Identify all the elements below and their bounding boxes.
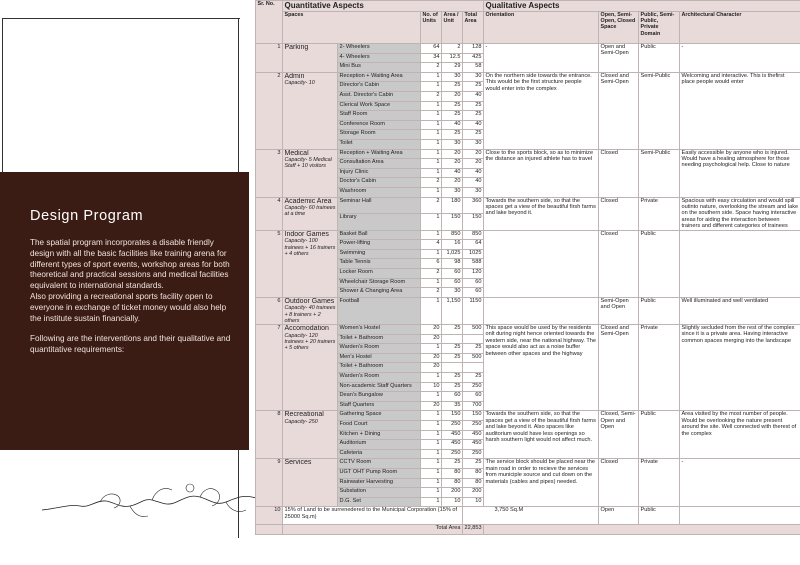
section-capacity: Capacity- 120 trainees + 20 trainers + 5 others <box>284 332 336 352</box>
table-row <box>256 325 800 335</box>
space-total-area: 425 <box>463 53 484 63</box>
space-units: 2 <box>421 268 442 278</box>
space-total-area: 58 <box>463 63 484 73</box>
section-open-type: Closed <box>599 459 639 507</box>
space-area-unit: 30 <box>442 187 463 197</box>
space-units: 1 <box>421 159 442 169</box>
total-sr-blank <box>256 525 283 535</box>
section-character: Spacious with easy circulation and would spill outinto nature, overlooking the stream and lake on the southern side. Space having interactive areas for aiding the interaction between trainers and different categories of trainees <box>680 197 800 230</box>
space-area-unit: 25 <box>442 459 463 469</box>
space-units: 1 <box>421 139 442 149</box>
section-orientation: This space would be used by the residents onlt during night hence oriented towards the western side, near the national highway. The space would also act as a noise buffer between other spaces and the highway <box>484 325 599 411</box>
space-units: 1 <box>421 72 442 82</box>
athlete-line-drawing <box>40 470 270 530</box>
space-name: 2- Wheelers <box>338 44 421 54</box>
space-total-area: 40 <box>463 178 484 188</box>
space-total-area: 500 <box>463 353 484 363</box>
section-domain: Private <box>639 325 680 411</box>
section-sr-no: 9 <box>256 459 283 507</box>
space-total-area: 150 <box>463 411 484 421</box>
table-row <box>256 72 800 82</box>
space-area-unit: 98 <box>442 259 463 269</box>
section-name: Outdoor Games <box>284 297 335 305</box>
space-name: Substation <box>338 488 421 498</box>
space-name: Rainwater Harvesting <box>338 478 421 488</box>
space-units: 64 <box>421 44 442 54</box>
space-total-area: 500 <box>463 325 484 335</box>
space-total-area: 20 <box>463 159 484 169</box>
space-name: Consultation Area <box>338 159 421 169</box>
row10-public: Public <box>639 507 680 525</box>
space-units: 1 <box>421 478 442 488</box>
space-area-unit: 30 <box>442 72 463 82</box>
space-total-area: 30 <box>463 187 484 197</box>
space-area-unit: 35 <box>442 401 463 411</box>
space-name: Warden's Room <box>338 373 421 383</box>
section-sr-no: 8 <box>256 411 283 459</box>
section-name: Services <box>284 459 312 467</box>
space-name: Cafeteria <box>338 449 421 459</box>
space-area-unit: 200 <box>442 488 463 498</box>
space-total-area: 700 <box>463 401 484 411</box>
section-domain: Private <box>639 459 680 507</box>
table-row <box>256 44 800 54</box>
section-orientation: Towards the southern side, so that the spaces get a view of the beautiful firsh farms and lake beyond it. Also spaces like auditorium would have less openings so harsh southern light would not affect much. <box>484 411 599 459</box>
space-total-area: 120 <box>463 268 484 278</box>
space-area-unit: 25 <box>442 344 463 354</box>
space-total-area: 450 <box>463 430 484 440</box>
space-total-area <box>463 334 484 344</box>
space-name: Director's Cabin <box>338 82 421 92</box>
header-orientation: Orientation <box>484 12 599 44</box>
space-area-unit: 180 <box>442 197 463 214</box>
space-total-area: 200 <box>463 488 484 498</box>
space-area-unit: 30 <box>442 288 463 298</box>
section-capacity: Capacity- 60 trainees at a time <box>284 205 336 218</box>
total-area-value: 22,853 <box>463 525 484 535</box>
space-name: Doctor's Cabin <box>338 178 421 188</box>
space-units: 1 <box>421 430 442 440</box>
header-spaces: Spaces <box>283 12 421 44</box>
space-area-unit: 29 <box>442 63 463 73</box>
space-area-unit: 25 <box>442 382 463 392</box>
space-total-area: 30 <box>463 139 484 149</box>
section-orientation: Towards the southern side, so that the spaces get a view of the beautiful firsh farms and lake beyond it. <box>484 197 599 230</box>
row10-sr: 10 <box>256 507 283 525</box>
header-qualitative: Qualitative Aspects <box>484 1 800 12</box>
section-sr-no: 2 <box>256 72 283 149</box>
section-name-cell <box>283 197 338 230</box>
section-sr-no: 3 <box>256 149 283 197</box>
section-open-type: Closed and Semi-Open <box>599 325 639 411</box>
section-domain: Public <box>639 44 680 73</box>
space-area-unit: 2 <box>442 44 463 54</box>
space-name: Conference Room <box>338 120 421 130</box>
section-sr-no: 6 <box>256 297 283 324</box>
section-name: Indoor Games <box>284 230 329 238</box>
space-area-unit: 40 <box>442 120 463 130</box>
space-area-unit: 150 <box>442 214 463 231</box>
space-area-unit: 20 <box>442 159 463 169</box>
space-units: 20 <box>421 353 442 363</box>
space-units: 2 <box>421 288 442 298</box>
section-domain: Private <box>639 197 680 230</box>
space-name: Women's Hostel <box>338 325 421 335</box>
section-open-type: Closed <box>599 197 639 230</box>
section-capacity: Capacity- 250 <box>284 419 318 426</box>
space-area-unit: 25 <box>442 325 463 335</box>
space-area-unit: 40 <box>442 168 463 178</box>
space-name: Toilet + Bathroom <box>338 334 421 344</box>
section-open-type: Closed, Semi-Open and Open <box>599 411 639 459</box>
panel-para-2: Also providing a recreational sports facility open to everyone in exchange of ticket money would also help the institute sustain financially. <box>30 291 227 323</box>
section-orientation: Close to the sports block, so as to minimize the distance an injured athlete has to travel <box>484 149 599 197</box>
section-sr-no: 5 <box>256 230 283 297</box>
header-public: Public, Semi-Public, Private Domain <box>639 12 680 44</box>
space-name: Toilet + Bathroom <box>338 363 421 373</box>
space-area-unit: 25 <box>442 353 463 363</box>
space-units: 2 <box>421 91 442 101</box>
space-total-area: 40 <box>463 120 484 130</box>
space-units: 1 <box>421 449 442 459</box>
space-units: 1 <box>421 82 442 92</box>
space-name: Clerical Work Space <box>338 101 421 111</box>
space-name: Shower & Changing Area <box>338 288 421 298</box>
space-name: Men's Hostel <box>338 353 421 363</box>
space-units: 1 <box>421 297 442 324</box>
header-open: Open, Semi-Open, Closed Space <box>599 12 639 44</box>
space-area-unit: 30 <box>442 139 463 149</box>
space-units: 1 <box>421 373 442 383</box>
space-total-area: 25 <box>463 101 484 111</box>
section-open-type: Closed <box>599 149 639 197</box>
space-total-area: 250 <box>463 421 484 431</box>
space-total-area: 450 <box>463 440 484 450</box>
section-name: Medical <box>284 149 309 157</box>
space-name: Power-lifting <box>338 240 421 250</box>
space-units: 1 <box>421 344 442 354</box>
space-area-unit: 25 <box>442 82 463 92</box>
space-units: 1 <box>421 120 442 130</box>
space-area-unit: 450 <box>442 430 463 440</box>
frame-line-top <box>2 18 240 19</box>
space-name: Basket Ball <box>338 230 421 240</box>
space-name: Auditorium <box>338 440 421 450</box>
space-area-unit: 25 <box>442 111 463 121</box>
space-units: 1 <box>421 411 442 421</box>
space-area-unit: 60 <box>442 278 463 288</box>
section-character: Well illuminated and well ventilated <box>680 297 800 324</box>
row10-character <box>680 507 800 525</box>
space-units: 1 <box>421 230 442 240</box>
panel-para-1: The spatial program incorporates a disable friendly design with all the basic facilities like training arena for different types of sport events, workshop areas for both theoretical and practical sessions and medical facilities equivalent to international standards. <box>30 238 230 291</box>
space-units: 1 <box>421 187 442 197</box>
space-name: CCTV Room <box>338 459 421 469</box>
section-domain: Semi-Public <box>639 72 680 149</box>
space-units: 1 <box>421 488 442 498</box>
section-name: Recreational <box>284 411 324 419</box>
space-total-area: 25 <box>463 344 484 354</box>
total-area-label: Total Area <box>283 525 463 535</box>
space-name: Football <box>338 297 421 324</box>
space-name: Food Court <box>338 421 421 431</box>
space-units: 1 <box>421 468 442 478</box>
space-area-unit <box>442 334 463 344</box>
space-total-area: 25 <box>463 373 484 383</box>
space-area-unit: 16 <box>442 240 463 250</box>
space-units: 1 <box>421 214 442 231</box>
space-units: 20 <box>421 334 442 344</box>
space-units: 1 <box>421 130 442 140</box>
section-open-type: Closed <box>599 230 639 297</box>
space-total-area <box>463 363 484 373</box>
space-units: 4 <box>421 240 442 250</box>
section-name: Accomodation <box>284 325 329 333</box>
section-sr-no: 7 <box>256 325 283 411</box>
space-name: Staff Quarters <box>338 401 421 411</box>
space-total-area: 25 <box>463 459 484 469</box>
frame-line-right <box>238 18 239 172</box>
space-units: 6 <box>421 259 442 269</box>
frame-line-left <box>2 18 3 172</box>
section-name-cell <box>283 411 338 459</box>
section-orientation: The service block should be placed near the main road in order to recieve the services from municiple source and cut down on the materials (cables and pipes) needed. <box>484 459 599 507</box>
space-name: Table Tennis <box>338 259 421 269</box>
space-units: 1 <box>421 497 442 507</box>
section-name-cell <box>283 459 338 507</box>
section-orientation <box>484 230 599 297</box>
table-row <box>256 411 800 421</box>
space-total-area: 850 <box>463 230 484 240</box>
table-row <box>256 230 800 240</box>
total-blank <box>484 525 800 535</box>
space-total-area: 80 <box>463 468 484 478</box>
section-open-type: Closed and Semi-Open <box>599 72 639 149</box>
space-total-area: 40 <box>463 168 484 178</box>
space-total-area: 150 <box>463 214 484 231</box>
space-name: Asst. Director's Cabin <box>338 91 421 101</box>
space-units: 1 <box>421 111 442 121</box>
space-name: Swimming <box>338 249 421 259</box>
panel-title: Design Program <box>30 208 144 224</box>
space-total-area: 1150 <box>463 297 484 324</box>
space-total-area: 80 <box>463 478 484 488</box>
space-total-area: 588 <box>463 259 484 269</box>
space-name: Locker Room <box>338 268 421 278</box>
space-total-area: 250 <box>463 382 484 392</box>
section-character: Area visited by the most number of people. Would be overlooking the nature present around the site. Well connected with therest of the complex <box>680 411 800 459</box>
section-name: Admin <box>284 72 305 80</box>
space-area-unit: 25 <box>442 101 463 111</box>
space-area-unit: 20 <box>442 91 463 101</box>
space-name: Reception + Waiting Area <box>338 149 421 159</box>
space-units: 1 <box>421 440 442 450</box>
section-character: Easily accessible by anyone who is injured. Would have a healing atmosphere for those needing psychological help. Close to nature <box>680 149 800 197</box>
space-area-unit: 60 <box>442 268 463 278</box>
space-total-area: 30 <box>463 72 484 82</box>
space-name: D.G. Set <box>338 497 421 507</box>
space-name: Seminar Hall <box>338 197 421 214</box>
section-domain: Public <box>639 297 680 324</box>
space-name: Warden's Room <box>338 344 421 354</box>
section-orientation <box>484 297 599 324</box>
space-area-unit: 250 <box>442 449 463 459</box>
space-area-unit: 450 <box>442 440 463 450</box>
row10-value <box>463 507 599 525</box>
header-total-area: Total Area <box>463 12 484 44</box>
section-character: Welcoming and interactive. This is thefirst place people would enter <box>680 72 800 149</box>
space-name: Mini Bus <box>338 63 421 73</box>
space-units: 1 <box>421 168 442 178</box>
section-capacity: Capacity- 5 Medical Staff + 10 visitors <box>284 157 332 170</box>
space-units: 20 <box>421 325 442 335</box>
space-name: 4- Wheelers <box>338 53 421 63</box>
space-name: UGT OHT Pump Room <box>338 468 421 478</box>
section-domain: Public <box>639 411 680 459</box>
space-total-area: 64 <box>463 240 484 250</box>
space-total-area: 20 <box>463 149 484 159</box>
section-domain: Public <box>639 230 680 297</box>
space-area-unit: 12.5 <box>442 53 463 63</box>
space-total-area: 60 <box>463 288 484 298</box>
section-name: Academic Area <box>284 197 332 205</box>
space-units: 1 <box>421 101 442 111</box>
row10-text: 15% of Land to be surrenedered to the Municipal Corporation (15% of 25000 Sq.m) <box>283 507 463 525</box>
space-total-area: 250 <box>463 449 484 459</box>
space-name: Gathering Space <box>338 411 421 421</box>
space-units: 20 <box>421 363 442 373</box>
space-units: 1 <box>421 392 442 402</box>
section-domain: Semi-Public <box>639 149 680 197</box>
header-sr-no: Sr. No. <box>256 1 283 44</box>
space-total-area: 1025 <box>463 249 484 259</box>
space-area-unit: 1,025 <box>442 249 463 259</box>
space-name: Library <box>338 214 421 231</box>
space-name: Washroom <box>338 187 421 197</box>
space-units: 2 <box>421 178 442 188</box>
section-capacity: Capacity- 100 trainees + 16 trainers + 4 others <box>284 238 336 257</box>
space-units: 10 <box>421 382 442 392</box>
space-name: Storage Room <box>338 130 421 140</box>
space-total-area: 25 <box>463 82 484 92</box>
section-sr-no: 1 <box>256 44 283 73</box>
space-units: 2 <box>421 63 442 73</box>
row10-value-text: 3,750 Sq.M <box>494 507 524 514</box>
table-row <box>256 459 800 469</box>
space-units: 1 <box>421 249 442 259</box>
section-name-cell <box>283 149 338 197</box>
table-row <box>256 197 800 214</box>
design-program-panel <box>0 172 249 450</box>
space-area-unit: 150 <box>442 411 463 421</box>
section-name-cell <box>283 230 338 297</box>
space-units: 1 <box>421 278 442 288</box>
space-total-area: 10 <box>463 497 484 507</box>
space-name: Kitchen + Dining <box>338 430 421 440</box>
space-total-area: 25 <box>463 130 484 140</box>
table-row <box>256 149 800 159</box>
section-open-type: Semi-Open and Open <box>599 297 639 324</box>
space-area-unit: 60 <box>442 392 463 402</box>
section-orientation: On the northern side towards the entrance. This would be the first structure people would enter into the complex <box>484 72 599 149</box>
space-name: Wheelchair Storage Room <box>338 278 421 288</box>
space-units: 1 <box>421 421 442 431</box>
section-name-cell <box>283 72 338 149</box>
space-units: 2 <box>421 197 442 214</box>
section-character: - <box>680 459 800 507</box>
space-name: Non-academic Staff Quarters <box>338 382 421 392</box>
space-area-unit: 850 <box>442 230 463 240</box>
section-character: - <box>680 44 800 73</box>
space-area-unit: 25 <box>442 130 463 140</box>
space-area-unit: 20 <box>442 178 463 188</box>
space-name: Staff Room <box>338 111 421 121</box>
space-units: 1 <box>421 149 442 159</box>
space-name: Reception + Waiting Area <box>338 72 421 82</box>
space-units: 1 <box>421 459 442 469</box>
space-total-area: 40 <box>463 91 484 101</box>
space-area-unit: 10 <box>442 497 463 507</box>
space-total-area: 60 <box>463 278 484 288</box>
space-area-unit: 25 <box>442 373 463 383</box>
section-capacity: Capacity- 10 <box>284 80 315 87</box>
section-name-cell <box>283 325 338 411</box>
space-name: Injury Clinic <box>338 168 421 178</box>
space-area-unit <box>442 363 463 373</box>
row10-open: Open <box>599 507 639 525</box>
space-total-area: 60 <box>463 392 484 402</box>
section-name: Parking <box>284 44 309 51</box>
space-units: 34 <box>421 53 442 63</box>
space-total-area: 25 <box>463 111 484 121</box>
section-character: Slightly secluded from the rest of the complex since it is a private area. Having interactive common spaces merging into the landscape <box>680 325 800 411</box>
header-area-unit: Area / Unit <box>442 12 463 44</box>
header-no-units: No. of Units <box>421 12 442 44</box>
space-name: Toilet <box>338 139 421 149</box>
section-name-cell <box>283 297 338 324</box>
space-area-unit: 250 <box>442 421 463 431</box>
header-character: Architectural Character <box>680 12 800 44</box>
space-area-unit: 1,150 <box>442 297 463 324</box>
space-units: 20 <box>421 401 442 411</box>
space-area-unit: 80 <box>442 478 463 488</box>
space-area-unit: 20 <box>442 149 463 159</box>
section-sr-no: 4 <box>256 197 283 230</box>
table-row <box>256 297 800 324</box>
program-table <box>255 0 800 535</box>
section-character <box>680 230 800 297</box>
section-capacity: Capacity- 40 trainees + 8 trainers + 2 others <box>284 305 336 324</box>
header-quantitative: Quantitative Aspects <box>283 1 484 12</box>
space-area-unit: 80 <box>442 468 463 478</box>
space-total-area: 360 <box>463 197 484 214</box>
section-open-type: Open and Semi-Open <box>599 44 639 73</box>
section-name-cell <box>283 44 338 73</box>
space-name: Dean's Bungalow <box>338 392 421 402</box>
panel-para-3: Following are the interventions and their qualitative and quantitative requirements: <box>30 334 231 355</box>
space-total-area: 128 <box>463 44 484 54</box>
section-orientation: - <box>484 44 599 73</box>
